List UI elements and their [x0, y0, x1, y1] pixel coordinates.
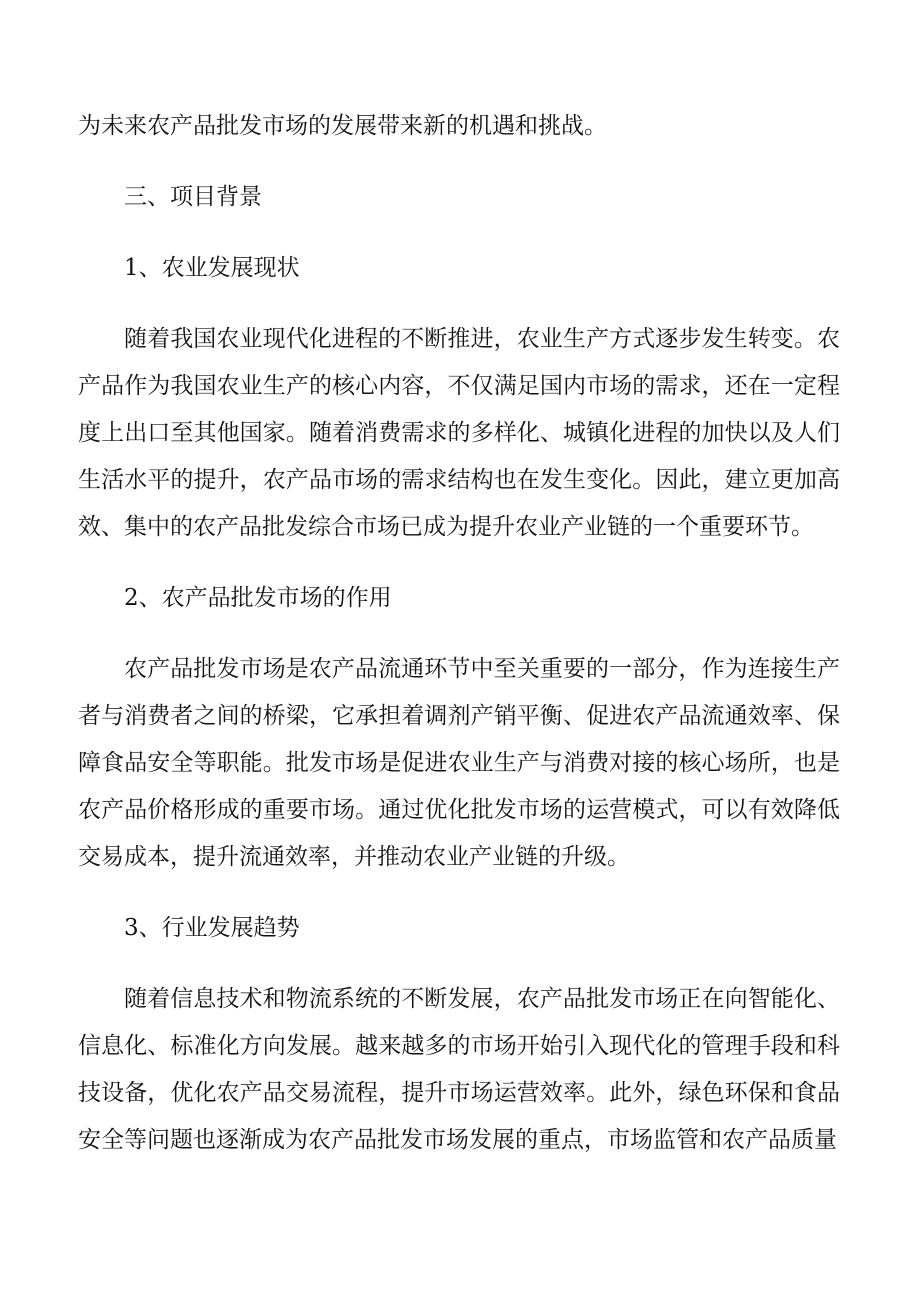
- continued-paragraph: 为未来农产品批发市场的发展带来新的机遇和挑战。: [78, 113, 607, 139]
- paragraph-industry-trend: 随着信息技术和物流系统的不断发展，农产品批发市场正在向智能化、信息化、标准化方向发展。越来越多的市场开始引入现代化的管理手段和科技设备，优化农产品交易流程，提升市场运营效率。此外，绿色环保和食品安全等问题也逐渐成为农产品批发市场发展的重点，市场监管和农产品质量: [78, 986, 840, 1153]
- subsection-heading-1: 1、农业发展现状: [124, 255, 300, 281]
- paragraph-agriculture-status: 随着我国农业现代化进程的不断推进，农业生产方式逐步发生转变。农产品作为我国农业生产的核心内容，不仅满足国内市场的需求，还在一定程度上出口至其他国家。随着消费需求的多样化、城镇化进程的加快以及人们生活水平的提升，农产品市场的需求结构也在发生变化。因此，建立更加高效、集中的农产品批发综合市场已成为提升农业产业链的一个重要环节。: [78, 326, 840, 540]
- paragraph-market-role: 农产品批发市场是农产品流通环节中至关重要的一部分，作为连接生产者与消费者之间的桥梁，它承担着调剂产销平衡、促进农产品流通效率、保障食品安全等职能。批发市场是促进农业生产与消费对接的核心场所，也是农产品价格形成的重要市场。通过优化批发市场的运营模式，可以有效降低交易成本，提升流通效率，并推动农业产业链的升级。: [78, 656, 840, 870]
- section-heading: 三、项目背景: [124, 184, 262, 210]
- document-body: [78, 103, 840, 1188]
- subsection-heading-3: 3、行业发展趋势: [124, 915, 300, 941]
- subsection-heading-2: 2、农产品批发市场的作用: [124, 585, 392, 611]
